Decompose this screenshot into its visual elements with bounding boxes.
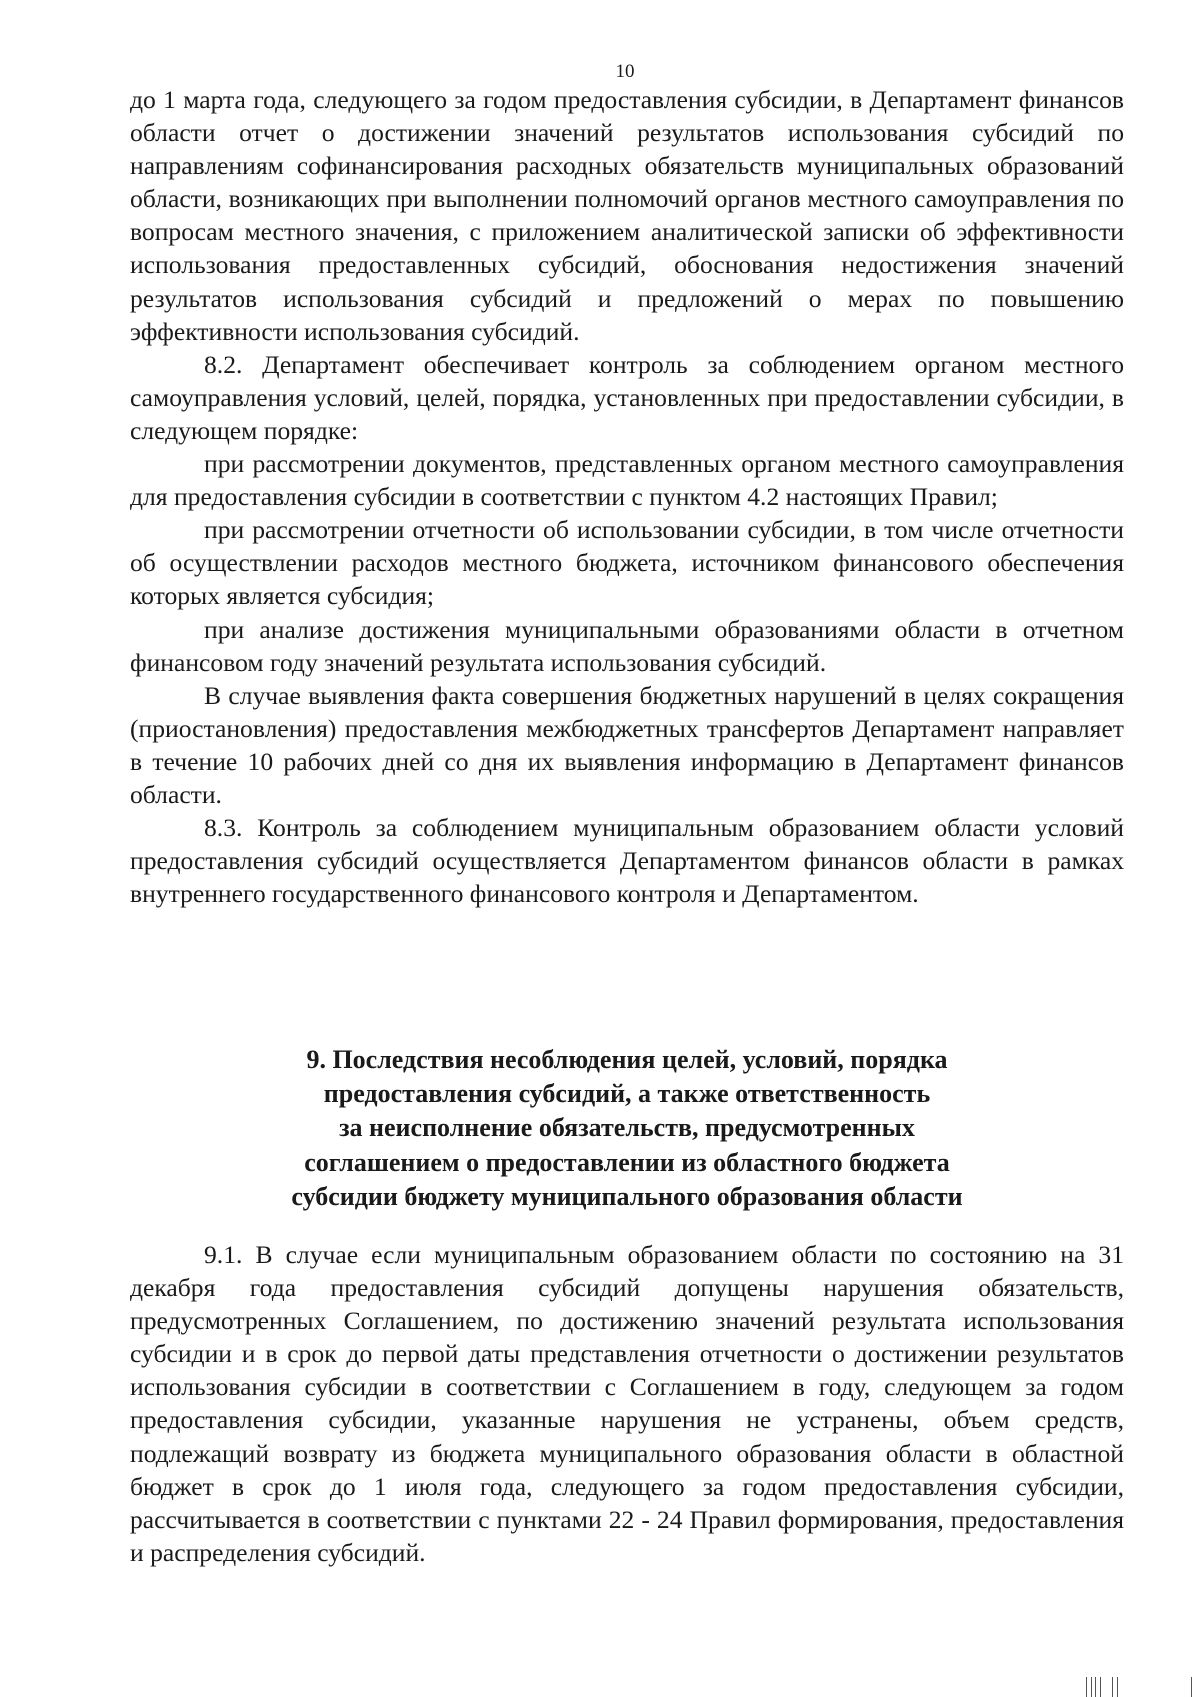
heading-line: субсидии бюджету муниципального образования области <box>291 1181 963 1211</box>
paragraph-violations: В случае выявления факта совершения бюджетных нарушений в целях сокращения (приостановления) предоставления межбюджетных трансфертов Департамент направляет в течение 10 рабочих дней со дня их выявления информацию в Департамент финансов области. <box>130 680 1124 809</box>
section-heading-9 <box>130 1043 1124 1214</box>
heading-line: соглашением о предоставлении из областного бюджета <box>304 1147 950 1177</box>
body-text-top <box>130 83 1124 910</box>
paragraph-analysis: при анализе достижения муниципальными образованиями области в отчетном финансовом году значений результата использования субсидий. <box>130 614 1124 677</box>
heading-line: за неисполнение обязательств, предусмотренных <box>339 1113 915 1143</box>
paragraph-8-3: 8.3. Контроль за соблюдением муниципальным образованием области условий предоставления субсидий осуществляется Департаментом финансов области в рамках внутреннего государственного финансового контроля и Департаментом. <box>130 813 1124 909</box>
paragraph-8-2: 8.2. Департамент обеспечивает контроль за соблюдением органом местного самоуправления условий, целей, порядка, установленных при предоставлении субсидии, в следующем порядке: <box>130 349 1124 445</box>
paragraph-review-reporting: при рассмотрении отчетности об использовании субсидии, в том числе отчетности об осуществлении расходов местного бюджета, источником финансового обеспечения которых является субсидия; <box>130 515 1124 611</box>
paragraph-continuation: до 1 марта года, следующего за годом предоставления субсидии, в Департамент финансов области отчет о достижении значений результатов использования субсидий по направлениям софинансирования расходных обязательств муниципальных образований области, возникающих при выполнении полномочий органов местного самоуправления по вопросам местного значения, с приложением аналитической записки об эффективности использования предоставленных субсидий, обоснования недостижения значений результатов использования субсидий и предложений о мерах по повышению эффективности использования субсидий. <box>130 85 1124 346</box>
scan-edge-marks <box>1086 1673 1196 1697</box>
page-number: 10 <box>615 61 635 82</box>
paragraph-review-documents: при рассмотрении документов, представленных органом местного самоуправления для предоставления субсидии в соответствии с пунктом 4.2 настоящих Правил; <box>130 449 1124 512</box>
heading-line: 9. Последствия несоблюдения целей, условий, порядка <box>306 1045 948 1074</box>
heading-line: предоставления субсидий, а также ответственность <box>323 1079 931 1109</box>
paragraph-9-1: 9.1. В случае если муниципальным образованием области по состоянию на 31 декабря года предоставления субсидий допущены нарушения обязательств, предусмотренных Соглашением, по достижению значений результата использования субсидии и в срок до первой даты представления отчетности о достижении результатов использования субсидии в соответствии с Соглашением в году, следующем за годом предоставления субсидии, указанные нарушения не устранены, объем средств, подлежащий возврату из бюджета муниципального образования области в областной бюджет в срок до 1 июля года, следующего за годом предоставления субсидии, рассчитывается в соответствии с пунктами 22 - 24 Правил формирования, предоставления и распределения субсидий. <box>130 1240 1124 1567</box>
body-text-bottom <box>130 1238 1124 1569</box>
